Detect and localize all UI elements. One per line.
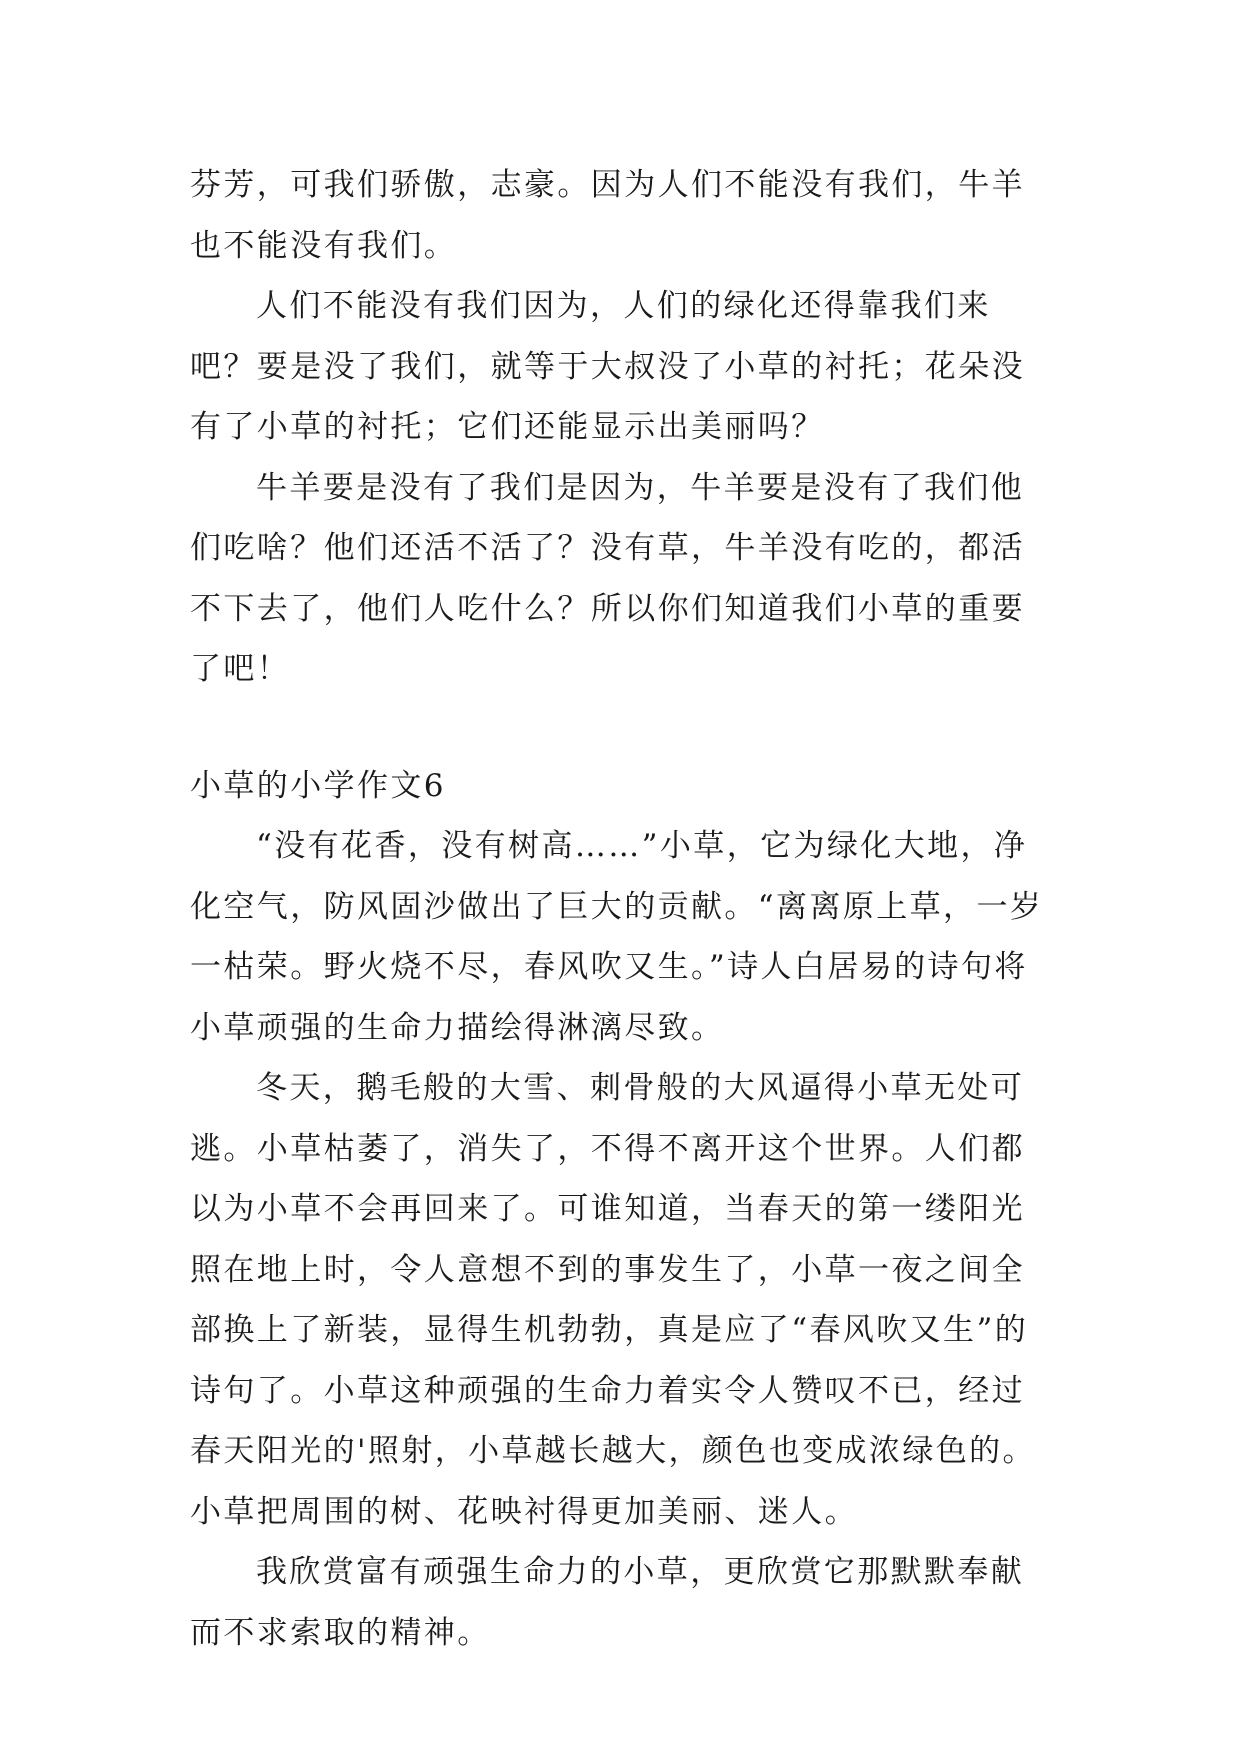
paragraph: 我欣赏富有顽强生命力的小草，更欣赏它那默默奉献而不求索取的精神。 xyxy=(190,1554,1025,1651)
paragraph: “没有花香，没有树高……”小草，它为绿化大地，净化空气，防风固沙做出了巨大的贡献。“离离原上草，一岁一枯荣。野火烧不尽，春风吹又生。”诗人白居易的诗句将小草顽强的生命力描绘得淋漓尽致。 xyxy=(190,828,1044,1046)
document-page xyxy=(190,155,1052,1663)
paragraph: 人们不能没有我们因为，人们的绿化还得靠我们来吧？要是没了我们，就等于大叔没了小草的衬托；花朵没有了小草的衬托；它们还能显示出美丽吗？ xyxy=(190,288,1025,445)
section-title: 小草的小学作文6 xyxy=(190,767,446,804)
paragraph: 冬天，鹅毛般的大雪、刺骨般的大风逼得小草无处可逃。小草枯萎了，消失了，不得不离开这个世界。人们都以为小草不会再回来了。可谁知道，当春天的第一缕阳光照在地上时，令人意想不到的事发生了，小草一夜之间全部换上了新装，显得生机勃勃，真是应了“春风吹又生”的诗句了。小草这种顽强的生命力着实令人赞叹不已，经过春天阳光的'照射，小草越长越大，颜色也变成浓绿色的。小草把周围的树、花映衬得更加美丽、迷人。 xyxy=(190,1070,1036,1530)
paragraph: 牛羊要是没有了我们是因为，牛羊要是没有了我们他们吃啥？他们还活不活了？没有草，牛羊没有吃的，都活不下去了，他们人吃什么？所以你们知道我们小草的重要了吧！ xyxy=(190,469,1025,687)
paragraph-continuation: 芬芳，可我们骄傲，志豪。因为人们不能没有我们，牛羊也不能没有我们。 xyxy=(190,167,1025,264)
